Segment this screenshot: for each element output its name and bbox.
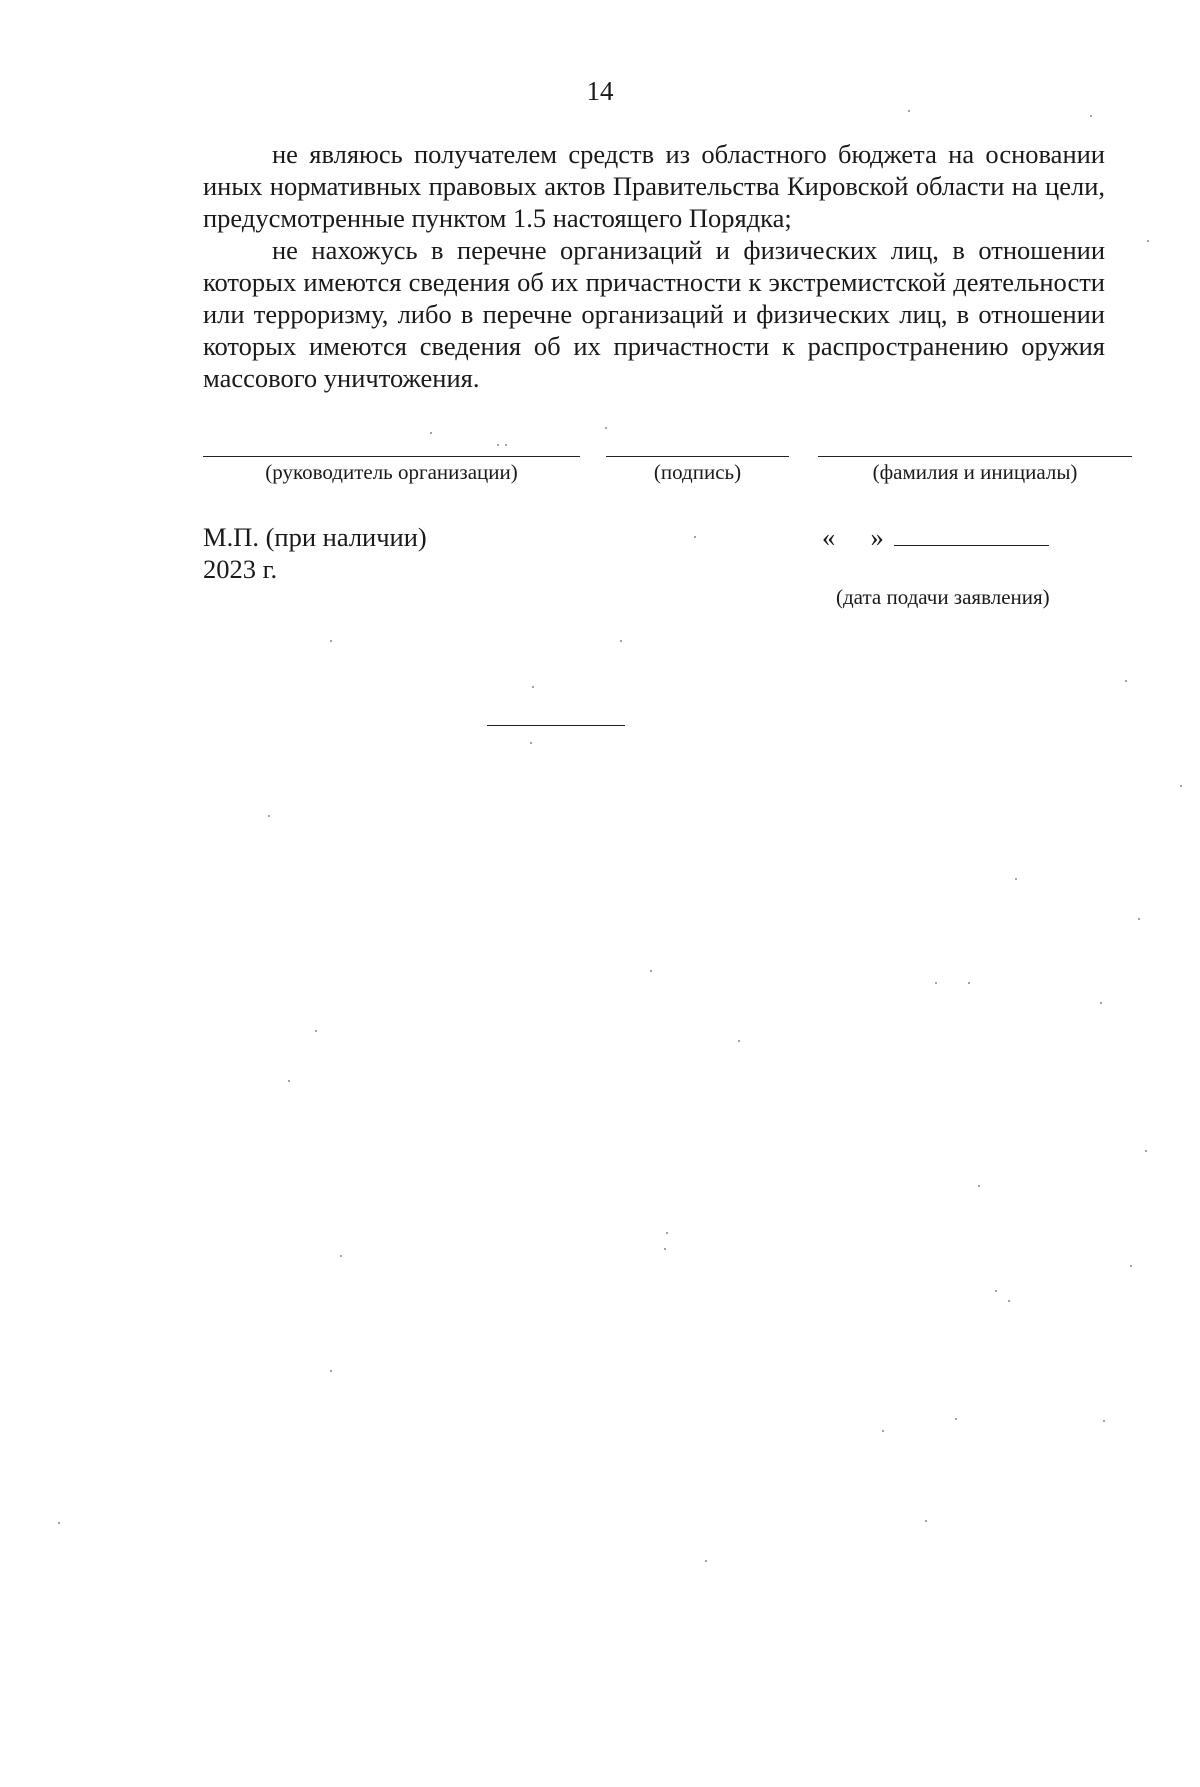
page-number: 14 (586, 76, 614, 106)
document-body (203, 138, 1105, 394)
name-signature-line (818, 456, 1132, 457)
head-caption: (руководитель организации) (265, 460, 518, 484)
signature-line (606, 456, 789, 457)
stamp-block (203, 521, 427, 585)
date-row (822, 521, 1049, 553)
date-close-quote: » (870, 522, 884, 552)
date-blank-line (894, 523, 1049, 546)
paragraph-extremism: не нахожусь в перечне организаций и физических лиц, в отношении которых имеются сведения об их причастности к экстремистской деятельности или терроризму, либо в перечне организаций и физических лиц, в отношении которых имеются сведения об их причастности к распространению оружия массового уничтожения. (203, 235, 1105, 393)
year-label: 2023 г. (203, 554, 278, 584)
name-caption: (фамилия и инициалы) (872, 460, 1078, 484)
date-caption: (дата подачи заявления) (836, 585, 1050, 609)
signature-caption: (подпись) (653, 460, 742, 484)
stamp-label: М.П. (при наличии) (203, 522, 427, 552)
end-of-document-rule (487, 725, 625, 726)
paragraph-budget: не являюсь получателем средств из областного бюджета на основании иных нормативных правовых актов Правительства Кировской области на цели, предусмотренные пунктом 1.5 настоящего Порядка; (203, 139, 1105, 233)
head-signature-line (203, 456, 580, 457)
date-open-quote: « (822, 522, 836, 552)
